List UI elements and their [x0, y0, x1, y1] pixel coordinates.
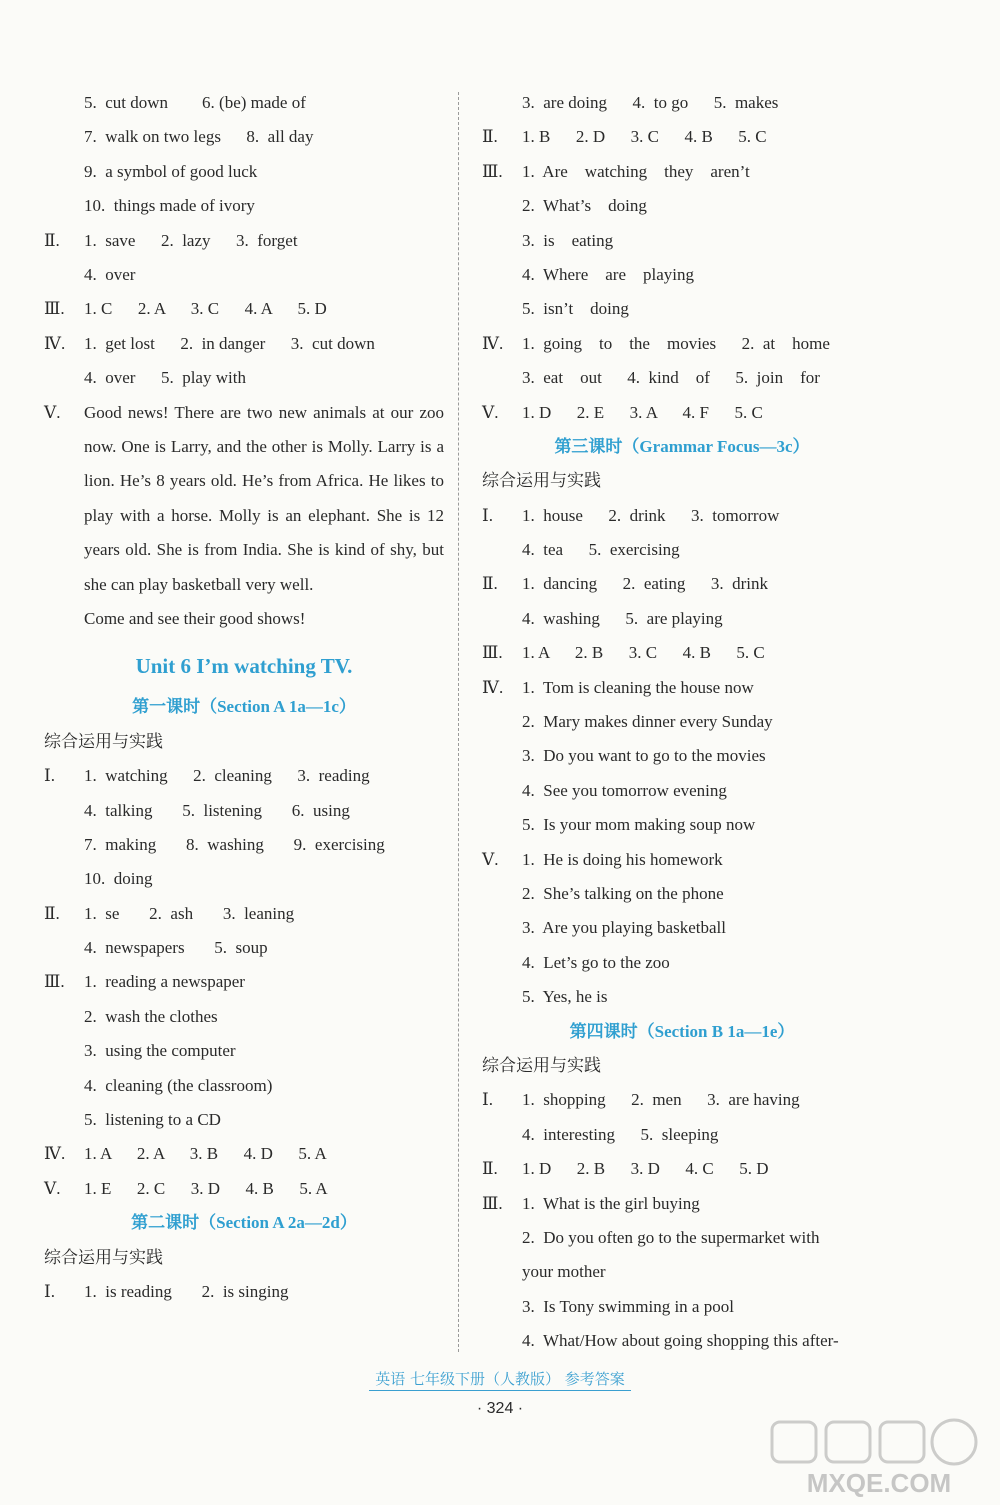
answer-text: 1. is reading 2. is singing — [84, 1281, 289, 1301]
answer-text: 3. Is Tony swimming in a pool — [522, 1296, 734, 1316]
answer-text: 1. D 2. B 3. D 4. C 5. D — [522, 1159, 769, 1179]
answer-line — [44, 327, 444, 361]
answer-line — [482, 499, 882, 533]
page-number: · 324 · — [476, 1400, 524, 1417]
answer-text: 4. Let’s go to the zoo — [522, 952, 670, 972]
answer-line — [482, 396, 882, 430]
answer-text: 3. are doing 4. to go 5. makes — [522, 93, 779, 112]
question-number: Ⅰ. — [482, 1090, 493, 1110]
answer-line — [482, 808, 882, 842]
watermark-text: MXQE.COM — [806, 1468, 952, 1498]
answer-text: 5. isn’t doing — [522, 299, 629, 319]
answer-line — [44, 862, 444, 896]
answer-text: 9. a symbol of good luck — [84, 161, 258, 181]
answer-text: 2. Mary makes dinner every Sunday — [522, 712, 773, 732]
section-label: 综合运用与实践 — [482, 1055, 601, 1076]
answer-line — [482, 911, 882, 945]
question-number: Ⅲ. — [482, 1193, 503, 1213]
answer-paragraph — [44, 396, 444, 602]
answer-text: 4. What/How about going shopping this after- — [522, 1331, 839, 1351]
answer-line — [44, 155, 444, 189]
answer-line — [44, 931, 444, 965]
answer-line — [44, 189, 444, 223]
answer-text: 1. B 2. D 3. C 4. B 5. C — [522, 127, 767, 147]
section-label: 综合运用与实践 — [482, 471, 601, 492]
answer-text: 5. Yes, he is — [522, 987, 608, 1007]
answer-line — [44, 794, 444, 828]
answer-line — [44, 1137, 444, 1171]
question-number: Ⅳ. — [482, 677, 504, 697]
question-number: Ⅳ. — [482, 333, 504, 353]
answer-line — [482, 292, 882, 326]
question-number: Ⅱ. — [482, 127, 498, 147]
answer-line — [44, 1069, 444, 1103]
answer-line — [482, 1118, 882, 1152]
answer-text: 1. dancing 2. eating 3. drink — [522, 574, 768, 594]
answer-line — [482, 120, 882, 154]
answer-line — [482, 636, 882, 670]
question-number: Ⅰ. — [44, 766, 55, 786]
answer-line — [44, 1172, 444, 1206]
answer-line — [44, 1103, 444, 1137]
question-number: Ⅲ. — [44, 972, 65, 992]
answer-text: 1. get lost 2. in danger 3. cut down — [84, 333, 375, 353]
answer-text: 1. se 2. ash 3. leaning — [84, 903, 295, 923]
answer-text: 1. house 2. drink 3. tomorrow — [522, 505, 780, 525]
lesson-heading: 第二课时（Section A 2a—2d） — [131, 1213, 357, 1233]
answer-line — [44, 224, 444, 258]
answer-line — [44, 86, 444, 120]
answer-text: 1. Are watching they aren’t — [522, 161, 750, 181]
answer-text: 1. Tom is cleaning the house now — [522, 677, 754, 697]
answer-text: 5. listening to a CD — [84, 1110, 221, 1130]
answer-line — [44, 1275, 444, 1309]
answer-line — [482, 671, 882, 705]
question-number: Ⅰ. — [482, 505, 493, 525]
answer-line — [482, 224, 882, 258]
question-number: Ⅱ. — [482, 574, 498, 594]
answer-text: Come and see their good shows! — [84, 608, 306, 628]
answer-text: 4. talking 5. listening 6. using — [84, 800, 350, 820]
answer-text: 4. See you tomorrow evening — [522, 780, 727, 800]
answer-text: 2. Do you often go to the supermarket with — [522, 1227, 820, 1247]
lesson-heading: 第一课时（Section A 1a—1c） — [132, 697, 356, 717]
answer-line — [482, 946, 882, 980]
answer-line — [44, 120, 444, 154]
unit-title: Unit 6 I’m watching TV. — [135, 654, 353, 679]
answer-text: 10. things made of ivory — [84, 196, 255, 216]
answer-line — [482, 774, 882, 808]
answer-text: 1. going to the movies 2. at home — [522, 333, 830, 353]
question-number: Ⅰ. — [44, 1281, 55, 1301]
answer-line — [44, 965, 444, 999]
answer-line — [482, 843, 882, 877]
answer-text: 4. interesting 5. sleeping — [522, 1124, 719, 1144]
answer-text: 1. He is doing his homework — [522, 849, 723, 869]
question-number: Ⅴ. — [482, 402, 499, 422]
answer-line — [482, 1255, 882, 1289]
answer-text: 3. using the computer — [84, 1041, 236, 1061]
answer-line — [482, 533, 882, 567]
footer-book-title: 英语 七年级下册（人教版） 参考答案 — [369, 1368, 631, 1391]
answer-line — [44, 1000, 444, 1034]
answer-line — [44, 828, 444, 862]
answer-line — [482, 1083, 882, 1117]
answer-text: 4. tea 5. exercising — [522, 540, 680, 560]
answer-text: 7. making 8. washing 9. exercising — [84, 834, 385, 854]
answer-line — [482, 739, 882, 773]
answer-text: 1. D 2. E 3. A 4. F 5. C — [522, 402, 763, 422]
section-label: 综合运用与实践 — [44, 1247, 163, 1268]
question-number: Ⅲ. — [482, 161, 503, 181]
answer-line — [44, 292, 444, 326]
answer-line — [482, 1152, 882, 1186]
answer-line — [482, 86, 882, 120]
answer-line — [44, 258, 444, 292]
answer-line — [482, 602, 882, 636]
answer-text: 1. C 2. A 3. C 4. A 5. D — [84, 299, 327, 319]
answer-line — [482, 1324, 882, 1358]
answer-text: 3. Are you playing basketball — [522, 918, 726, 938]
section-label: 综合运用与实践 — [44, 731, 163, 752]
answer-line — [482, 705, 882, 739]
question-number: Ⅲ. — [44, 299, 65, 319]
column-divider — [458, 92, 459, 1352]
answer-line — [482, 1221, 882, 1255]
answer-text: 4. Where are playing — [522, 264, 694, 284]
answer-text: 3. Do you want to go to the movies — [522, 746, 766, 766]
answer-text: 4. over 5. play with — [84, 368, 246, 388]
answer-line — [482, 1187, 882, 1221]
lesson-heading: 第四课时（Section B 1a—1e） — [569, 1021, 795, 1041]
left-answer-column — [44, 86, 444, 1309]
question-number: Ⅱ. — [482, 1159, 498, 1179]
question-number: Ⅱ. — [44, 230, 60, 250]
answer-text: 1. reading a newspaper — [84, 972, 245, 992]
paragraph-text: Good news! There are two new animals at our zoo now. One is Larry, and the other is Molly. Larry is a lion. He’s 8 years old. He’s from Africa. He likes to play with a horse. Molly is an elephant. She is 12 years old. She is from India. She is kind of shy, but she can play basketball very well. — [84, 402, 444, 594]
lesson-heading: 第三课时（Grammar Focus—3c） — [554, 436, 810, 456]
answer-text: 7. walk on two legs 8. all day — [84, 127, 314, 147]
answer-text: 1. A 2. B 3. C 4. B 5. C — [522, 643, 765, 663]
answer-text: 4. washing 5. are playing — [522, 608, 723, 628]
question-number: Ⅱ. — [44, 903, 60, 923]
answer-text: 1. save 2. lazy 3. forget — [84, 230, 298, 250]
answer-text: 1. A 2. A 3. B 4. D 5. A — [84, 1144, 327, 1164]
answer-line — [44, 602, 444, 636]
question-number: Ⅴ. — [482, 849, 499, 869]
answer-line — [44, 1034, 444, 1068]
answer-line — [44, 897, 444, 931]
answer-line — [482, 258, 882, 292]
answer-text: 5. cut down 6. (be) made of — [84, 93, 306, 112]
question-number: Ⅴ. — [44, 402, 61, 422]
answer-text: 3. is eating — [522, 230, 614, 250]
answer-text: 1. What is the girl buying — [522, 1193, 700, 1213]
question-number: Ⅴ. — [44, 1178, 61, 1198]
footer — [0, 1368, 1000, 1391]
answer-line — [482, 877, 882, 911]
answer-line — [482, 327, 882, 361]
answer-text: 5. Is your mom making soup now — [522, 815, 756, 835]
answer-text: 2. wash the clothes — [84, 1006, 218, 1026]
answer-text: 1. E 2. C 3. D 4. B 5. A — [84, 1178, 328, 1198]
question-number: Ⅲ. — [482, 643, 503, 663]
answer-text: your mother — [522, 1262, 606, 1282]
answer-text: 2. What’s doing — [522, 196, 647, 216]
answer-line — [482, 189, 882, 223]
watermark-logo — [764, 1416, 994, 1500]
answer-text: 1. watching 2. cleaning 3. reading — [84, 766, 370, 786]
answer-text: 3. eat out 4. kind of 5. join for — [522, 368, 820, 388]
question-number: Ⅳ. — [44, 1144, 66, 1164]
answer-text: 10. doing — [84, 869, 153, 889]
answer-line — [44, 361, 444, 395]
answer-line — [482, 361, 882, 395]
answer-text: 4. cleaning (the classroom) — [84, 1075, 273, 1095]
answer-text: 2. She’s talking on the phone — [522, 883, 724, 903]
answer-text: 1. shopping 2. men 3. are having — [522, 1090, 800, 1110]
answer-line — [482, 155, 882, 189]
answer-line — [44, 759, 444, 793]
answer-text: 4. newspapers 5. soup — [84, 938, 268, 958]
answer-line — [482, 1290, 882, 1324]
answer-text: 4. over — [84, 264, 136, 284]
right-answer-column — [482, 86, 882, 1358]
answer-line — [482, 980, 882, 1014]
answer-line — [482, 567, 882, 601]
question-number: Ⅳ. — [44, 333, 66, 353]
